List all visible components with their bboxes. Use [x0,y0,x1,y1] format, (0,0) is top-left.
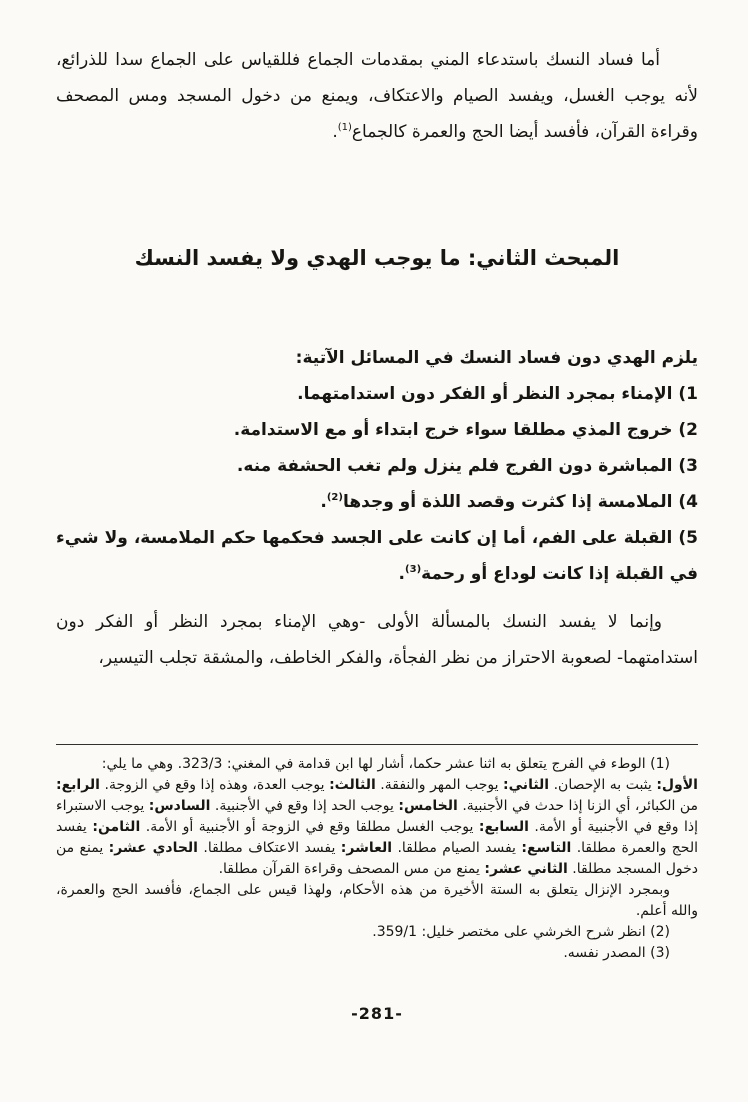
list-item-1 [56,376,698,412]
list-item-4 [56,484,698,520]
section-heading: المبحث الثاني: ما يوجب الهدي ولا يفسد النسك [134,246,620,270]
item-text: خروج المذي مطلقا سواء خرج ابتداء أو مع الاستدامة. [233,420,679,440]
list-intro: يلزم الهدي دون فساد النسك في المسائل الآتية: [295,348,698,368]
footnote-ref-1: (1) [337,122,352,133]
item-text: القبلة على الفم، أما إن كانت على الجسد فحكمها حكم الملامسة، ولا شيء في القبلة إذا كانت لوداع أو رحمة [56,528,698,584]
footnote-2: (2) انظر شرح الخرشي على مختصر خليل: 359/1. [372,924,670,940]
list-item-2 [56,412,698,448]
item-text: الإمناء بمجرد النظر أو الفكر دون استدامتهما. [297,384,679,404]
footnote-ref-3: (3) [405,564,422,575]
item-text: الملامسة إذا كثرت وقصد اللذة أو وجدها [342,492,679,512]
closing-paragraph: وإنما لا يفسد النسك بالمسألة الأولى -وهي الإمناء بمجرد النظر أو الفكر دون استدامتهما- لصعوبة الاحتراز من نظر الفجأة، والفكر الخاطف، والمشقة تجلب التيسير، [56,612,698,668]
item-number: 3) [678,456,698,476]
footnote-3: (3) المصدر نفسه. [563,945,670,961]
list-item-3 [56,448,698,484]
item-number: 1) [678,384,698,404]
intro-paragraph [56,42,698,150]
intro-text: أما فساد النسك باستدعاء المني بمقدمات الجماع فللقياس على الجماع سدا للذرائع، لأنه يوجب الغسل، ويفسد الصيام والاعتكاف، ويمنع من دخول المسجد ومس المصحف وقراءة القرآن، فأفسد أيضا الحج والعمرة كالجماع [56,50,698,142]
item-tail: . [398,564,406,584]
footnote-1-enumeration: الأول: يثبت به الإحصان. الثاني: يوجب المهر والنفقة. الثالث: يوجب العدة، وهذه إذا وقع في الزوجة. الرابع: من الكبائر، أي الزنا إذا حدث في الأجنبية. الخامس: يوجب الحد إذا وقع في الأجنبية. السادس: يوجب الاستبراء إذا وقع في الأجنبية أو الأمة. السابع: يوجب الغسل مطلقا وقع في الزوجة أو الأجنبية أو الأمة. الثامن: يفسد الحج والعمرة مطلقا. التاسع: يفسد الصيام مطلقا. العاشر: يفسد الاعتكاف مطلقا. الحادي عشر: يمنع من دخول المسجد مطلقا. الثاني عشر: يمنع من مس المصحف وقراءة القرآن مطلقا. [56,777,698,877]
intro-tail: . [332,122,338,142]
list-item-5 [56,520,698,592]
footnotes-section [56,744,698,964]
footnote-ref-2: (2) [326,492,343,503]
item-number: 4) [678,492,698,512]
footnote-1-intro: (1) الوطء في الفرج يتعلق به اثنا عشر حكما، أشار لها ابن قدامة في المغني: 323/3. وهي ما يلي: [101,756,670,772]
footnote-1-closing: وبمجرد الإنزال يتعلق به الستة الأخيرة من هذه الأحكام، ولهذا قيس على الجماع، فأفسد الحج والعمرة، والله أعلم. [56,882,698,919]
item-text: المباشرة دون الفرج فلم ينزل ولم تغب الحشفة منه. [236,456,679,476]
item-tail: . [320,492,327,512]
item-number: 2) [678,420,698,440]
page-number: -281- [351,1004,403,1023]
item-number: 5) [678,528,698,548]
